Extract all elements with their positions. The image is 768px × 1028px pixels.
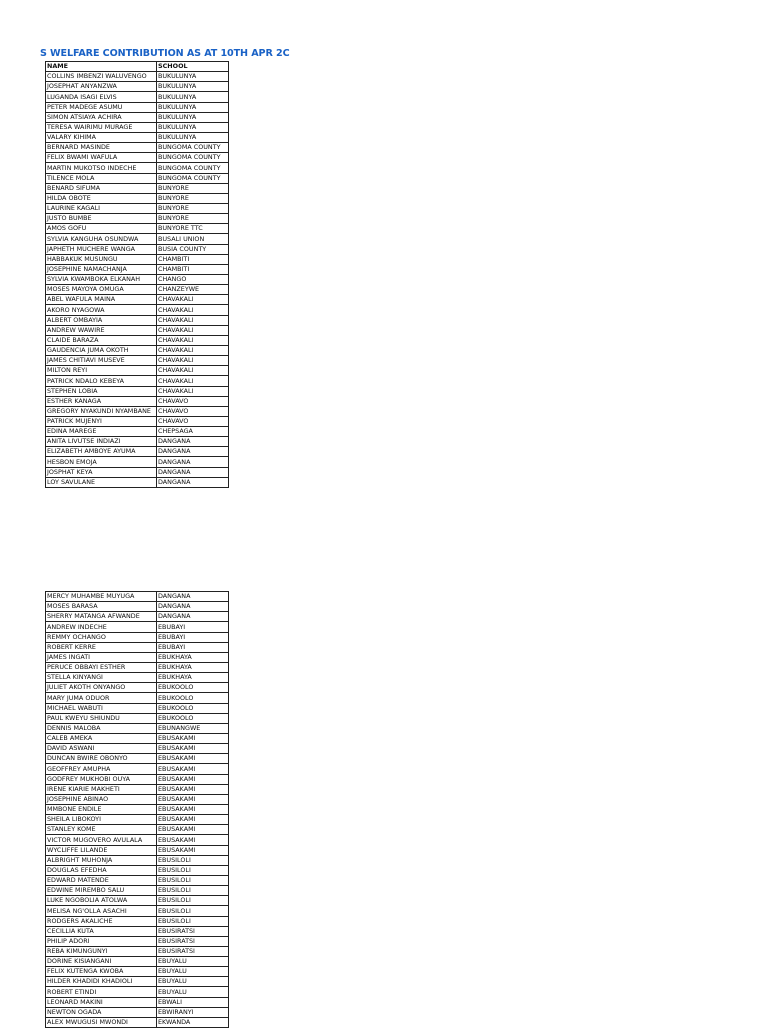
table-row bbox=[46, 774, 229, 784]
school-cell[interactable]: BUNGOMA COUNTY bbox=[157, 173, 229, 183]
table-row bbox=[46, 764, 229, 774]
name-cell[interactable]: ANDREW INDECHE bbox=[46, 622, 157, 632]
name-cell[interactable]: ANITA LIVUTSE INDIAZI bbox=[46, 437, 157, 447]
school-cell[interactable]: EBWALI bbox=[157, 997, 229, 1007]
name-cell[interactable]: MOSES BARASA bbox=[46, 602, 157, 612]
name-cell[interactable]: JULIET AKOTH ONYANGO bbox=[46, 683, 157, 693]
name-cell[interactable]: RODGERS AKALICHE bbox=[46, 916, 157, 926]
table-row bbox=[46, 345, 229, 355]
school-cell[interactable]: BUNGOMA COUNTY bbox=[157, 143, 229, 153]
school-cell[interactable]: BUKULUNYA bbox=[157, 102, 229, 112]
name-cell[interactable]: ROBERT ETINDI bbox=[46, 987, 157, 997]
school-cell[interactable]: CHANZEYWE bbox=[157, 285, 229, 295]
header-row bbox=[46, 62, 229, 72]
school-cell[interactable]: EBUSAKAMI bbox=[157, 845, 229, 855]
name-cell[interactable]: MARTIN MUKOTSO INDECHE bbox=[46, 163, 157, 173]
school-cell[interactable]: DANGANA bbox=[157, 592, 229, 602]
school-cell[interactable]: BUNGOMA COUNTY bbox=[157, 153, 229, 163]
school-cell[interactable]: CHEPSAGA bbox=[157, 427, 229, 437]
name-cell[interactable]: REBA KIMUNGUNYI bbox=[46, 946, 157, 956]
name-cell[interactable]: JAMES CHITIAVI MUSEVE bbox=[46, 356, 157, 366]
school-cell[interactable]: EBUSILOLI bbox=[157, 865, 229, 875]
sheet-title bbox=[40, 47, 290, 61]
school-cell[interactable]: EBUYALU bbox=[157, 967, 229, 977]
name-cell[interactable]: GEOFFREY AMUPHA bbox=[46, 764, 157, 774]
school-cell[interactable]: EBUSIRATSI bbox=[157, 946, 229, 956]
table-row bbox=[46, 592, 229, 602]
name-cell[interactable]: CLAIDE BARAZA bbox=[46, 335, 157, 345]
name-column-header[interactable]: NAME bbox=[46, 62, 157, 72]
name-cell[interactable]: JAMES INGATI bbox=[46, 652, 157, 662]
table-row bbox=[46, 132, 229, 142]
table-row bbox=[46, 896, 229, 906]
name-cell[interactable]: STELLA KINYANGI bbox=[46, 673, 157, 683]
table-row bbox=[46, 804, 229, 814]
name-cell[interactable]: STEPHEN LOBIA bbox=[46, 386, 157, 396]
school-cell[interactable]: BUKULUNYA bbox=[157, 72, 229, 82]
table-row bbox=[46, 865, 229, 875]
table-row bbox=[46, 733, 229, 743]
table-row bbox=[46, 254, 229, 264]
name-cell[interactable]: DOUGLAS EFEDHA bbox=[46, 865, 157, 875]
school-cell[interactable]: EBUSILOLI bbox=[157, 906, 229, 916]
school-cell[interactable]: BUSALI UNION bbox=[157, 234, 229, 244]
school-cell[interactable]: EBUKOOLO bbox=[157, 693, 229, 703]
name-cell[interactable]: SIMON ATSIAYA ACHIRA bbox=[46, 112, 157, 122]
table-row bbox=[46, 122, 229, 132]
school-cell[interactable]: EBUKOOLO bbox=[157, 683, 229, 693]
school-cell[interactable]: BUKULUNYA bbox=[157, 82, 229, 92]
school-cell[interactable]: CHAVAKALI bbox=[157, 325, 229, 335]
contribution-table-bottom bbox=[45, 591, 229, 1028]
name-cell[interactable]: DENNIS MALOBA bbox=[46, 723, 157, 733]
table-row bbox=[46, 987, 229, 997]
name-cell[interactable]: LAURINE KAGALI bbox=[46, 203, 157, 213]
table-row bbox=[46, 744, 229, 754]
name-cell[interactable]: ROBERT KERRE bbox=[46, 642, 157, 652]
name-cell[interactable]: JOSEPHINE NAMACHANJA bbox=[46, 264, 157, 274]
school-cell[interactable]: EBUYALU bbox=[157, 987, 229, 997]
table-row bbox=[46, 224, 229, 234]
school-cell[interactable]: EBUSAKAMI bbox=[157, 784, 229, 794]
school-cell[interactable]: EBUNANGWE bbox=[157, 723, 229, 733]
name-cell[interactable]: ABEL WAFULA MAINA bbox=[46, 295, 157, 305]
name-cell[interactable]: JOSEPHAT ANYANZWA bbox=[46, 82, 157, 92]
school-cell[interactable]: BUNYORE bbox=[157, 203, 229, 213]
name-cell[interactable]: REMMY OCHANGO bbox=[46, 632, 157, 642]
school-cell[interactable]: BUNYORE bbox=[157, 183, 229, 193]
name-cell[interactable]: MILTON REYI bbox=[46, 366, 157, 376]
name-cell[interactable]: JAPHETH MUCHERE WANGA bbox=[46, 244, 157, 254]
table-row bbox=[46, 926, 229, 936]
name-cell[interactable]: ALBERT OMBAYIA bbox=[46, 315, 157, 325]
name-cell[interactable]: DAVID ASWANI bbox=[46, 744, 157, 754]
table-row bbox=[46, 906, 229, 916]
school-cell[interactable]: EBUYALU bbox=[157, 957, 229, 967]
name-cell[interactable]: PERUCE OBBAYI ESTHER bbox=[46, 662, 157, 672]
table-row bbox=[46, 845, 229, 855]
table-row bbox=[46, 386, 229, 396]
name-cell[interactable]: MICHAEL WABUTI bbox=[46, 703, 157, 713]
name-cell[interactable]: MMBONE ENDILE bbox=[46, 804, 157, 814]
school-cell[interactable]: DANGANA bbox=[157, 447, 229, 457]
school-cell[interactable]: EBUSAKAMI bbox=[157, 825, 229, 835]
school-cell[interactable]: DANGANA bbox=[157, 612, 229, 622]
name-cell[interactable]: DUNCAN BWIRE OBONYO bbox=[46, 754, 157, 764]
table-row bbox=[46, 325, 229, 335]
name-cell[interactable]: DORINE KISIANGANI bbox=[46, 957, 157, 967]
school-cell[interactable]: EBUSAKAMI bbox=[157, 835, 229, 845]
school-cell[interactable]: CHAVAKALI bbox=[157, 335, 229, 345]
school-cell[interactable]: DANGANA bbox=[157, 467, 229, 477]
school-cell[interactable]: CHAVAVO bbox=[157, 396, 229, 406]
table-row bbox=[46, 825, 229, 835]
name-cell[interactable]: SHERRY MATANGA AFWANDE bbox=[46, 612, 157, 622]
school-cell[interactable]: CHAVAKALI bbox=[157, 356, 229, 366]
table-row bbox=[46, 855, 229, 865]
name-cell[interactable]: HABBAKUK MUSUNGU bbox=[46, 254, 157, 264]
table-row bbox=[46, 244, 229, 254]
name-cell[interactable]: ELIZABETH AMBOYE AYUMA bbox=[46, 447, 157, 457]
table-row bbox=[46, 335, 229, 345]
school-cell[interactable]: EBUBAYI bbox=[157, 632, 229, 642]
table-row bbox=[46, 366, 229, 376]
school-cell[interactable]: CHAVAKALI bbox=[157, 315, 229, 325]
name-cell[interactable]: HESBON EMOJA bbox=[46, 457, 157, 467]
school-cell[interactable]: EBUSILOLI bbox=[157, 855, 229, 865]
table-row bbox=[46, 622, 229, 632]
school-cell[interactable]: EBUSAKAMI bbox=[157, 744, 229, 754]
name-cell[interactable]: TERESA WAIRIMU MURAGE bbox=[46, 122, 157, 132]
name-cell[interactable]: VICTOR MUGOVERO AVULALA bbox=[46, 835, 157, 845]
school-cell[interactable]: CHAVAKALI bbox=[157, 366, 229, 376]
school-cell[interactable]: EBUSAKAMI bbox=[157, 815, 229, 825]
table-row bbox=[46, 957, 229, 967]
table-row bbox=[46, 183, 229, 193]
school-cell[interactable]: BUNYORE bbox=[157, 193, 229, 203]
table-row bbox=[46, 703, 229, 713]
table-row bbox=[46, 815, 229, 825]
name-cell[interactable]: LUKE NGOBOLIA ATOLWA bbox=[46, 896, 157, 906]
school-cell[interactable]: CHAVAVO bbox=[157, 416, 229, 426]
table-row bbox=[46, 713, 229, 723]
school-cell[interactable]: CHAVAKALI bbox=[157, 345, 229, 355]
name-cell[interactable]: AMOS GOFU bbox=[46, 224, 157, 234]
school-cell[interactable]: EBUSIRATSI bbox=[157, 926, 229, 936]
name-cell[interactable]: NEWTON OGADA bbox=[46, 1007, 157, 1017]
table-row bbox=[46, 72, 229, 82]
table-row bbox=[46, 612, 229, 622]
sheet-title-text: S WELFARE CONTRIBUTION AS AT 10TH APR 2C bbox=[40, 48, 290, 59]
table-row bbox=[46, 693, 229, 703]
school-cell[interactable]: EBUSAKAMI bbox=[157, 804, 229, 814]
table-row bbox=[46, 427, 229, 437]
name-cell[interactable]: SYLVIA KWAMBOKA ELKANAH bbox=[46, 274, 157, 284]
name-cell[interactable]: SYLVIA KANGUHA OSUNDWA bbox=[46, 234, 157, 244]
table-row bbox=[46, 916, 229, 926]
name-cell[interactable]: AKORO NYAGOWA bbox=[46, 305, 157, 315]
school-cell[interactable]: EBWIRANYI bbox=[157, 1007, 229, 1017]
table-row bbox=[46, 886, 229, 896]
school-cell[interactable]: EBUKHAYA bbox=[157, 662, 229, 672]
name-cell[interactable]: CALEB AMEKA bbox=[46, 733, 157, 743]
school-cell[interactable]: EBUSILOLI bbox=[157, 896, 229, 906]
school-cell[interactable]: EBUYALU bbox=[157, 977, 229, 987]
school-cell[interactable]: BUNYORE bbox=[157, 214, 229, 224]
school-cell[interactable]: BUNYORE TTC bbox=[157, 224, 229, 234]
name-cell[interactable]: LUGANDA ISAGI ELVIS bbox=[46, 92, 157, 102]
table-row bbox=[46, 1017, 229, 1027]
school-cell[interactable]: EBUKHAYA bbox=[157, 652, 229, 662]
school-cell[interactable]: BUKULUNYA bbox=[157, 122, 229, 132]
name-cell[interactable]: FELIX BWAMI WAFULA bbox=[46, 153, 157, 163]
school-cell[interactable]: CHAMBITI bbox=[157, 254, 229, 264]
table-row bbox=[46, 102, 229, 112]
table-row bbox=[46, 143, 229, 153]
name-cell[interactable]: JUSTO BUMBE bbox=[46, 214, 157, 224]
table-row bbox=[46, 285, 229, 295]
table-row bbox=[46, 835, 229, 845]
name-cell[interactable]: BERNARD MASINDE bbox=[46, 143, 157, 153]
table-row bbox=[46, 315, 229, 325]
school-column-header[interactable]: SCHOOL bbox=[157, 62, 229, 72]
name-cell[interactable]: LOY SAVULANE bbox=[46, 477, 157, 487]
school-cell[interactable]: BUKULUNYA bbox=[157, 92, 229, 102]
school-cell[interactable]: BUKULUNYA bbox=[157, 112, 229, 122]
name-cell[interactable]: GAUDENCIA JUMA OKOTH bbox=[46, 345, 157, 355]
name-cell[interactable]: TILENCE MOLA bbox=[46, 173, 157, 183]
table-row bbox=[46, 92, 229, 102]
table-row bbox=[46, 662, 229, 672]
table-row bbox=[46, 153, 229, 163]
table-row bbox=[46, 457, 229, 467]
table-row bbox=[46, 967, 229, 977]
name-cell[interactable]: WYCLIFFE LILANDE bbox=[46, 845, 157, 855]
table-row bbox=[46, 946, 229, 956]
contribution-table-top bbox=[45, 61, 229, 488]
school-cell[interactable]: CHAVAKALI bbox=[157, 295, 229, 305]
table-row bbox=[46, 173, 229, 183]
school-cell[interactable]: EBUSAKAMI bbox=[157, 764, 229, 774]
table-row bbox=[46, 437, 229, 447]
table-row bbox=[46, 112, 229, 122]
school-cell[interactable]: CHAMBITI bbox=[157, 264, 229, 274]
table-row bbox=[46, 295, 229, 305]
table-row bbox=[46, 396, 229, 406]
school-cell[interactable]: CHAVAVO bbox=[157, 406, 229, 416]
name-cell[interactable]: ALBRIGHT MUHONJA bbox=[46, 855, 157, 865]
name-cell[interactable]: CECILLIA KUTA bbox=[46, 926, 157, 936]
school-cell[interactable]: EBUSAKAMI bbox=[157, 794, 229, 804]
table-row bbox=[46, 1007, 229, 1017]
table-row bbox=[46, 652, 229, 662]
school-cell[interactable]: EKWANDA bbox=[157, 1017, 229, 1027]
school-cell[interactable]: EBUSILOLI bbox=[157, 886, 229, 896]
school-cell[interactable]: EBUKOOLO bbox=[157, 713, 229, 723]
name-cell[interactable]: STANLEY KOME bbox=[46, 825, 157, 835]
name-cell[interactable]: MELISA NG'OLLA ASACHI bbox=[46, 906, 157, 916]
school-cell[interactable]: EBUKOOLO bbox=[157, 703, 229, 713]
table-row bbox=[46, 632, 229, 642]
school-cell[interactable]: DANGANA bbox=[157, 602, 229, 612]
school-cell[interactable]: EBUBAYI bbox=[157, 622, 229, 632]
name-cell[interactable]: JOSPHAT KEYA bbox=[46, 467, 157, 477]
name-cell[interactable]: GODFREY MUKHOBI OUYA bbox=[46, 774, 157, 784]
table-row bbox=[46, 977, 229, 987]
table-row bbox=[46, 203, 229, 213]
school-cell[interactable]: EBUSAKAMI bbox=[157, 733, 229, 743]
school-cell[interactable]: CHAVAKALI bbox=[157, 305, 229, 315]
school-cell[interactable]: EBUBAYI bbox=[157, 642, 229, 652]
table-row bbox=[46, 875, 229, 885]
table-row bbox=[46, 264, 229, 274]
school-cell[interactable]: DANGANA bbox=[157, 437, 229, 447]
table-row bbox=[46, 683, 229, 693]
table-row bbox=[46, 274, 229, 284]
name-cell[interactable]: COLLINS IMBENZI WALUVENGO bbox=[46, 72, 157, 82]
school-cell[interactable]: EBUSILOLI bbox=[157, 916, 229, 926]
school-cell[interactable]: BUSIA COUNTY bbox=[157, 244, 229, 254]
school-cell[interactable]: BUNGOMA COUNTY bbox=[157, 163, 229, 173]
table-row bbox=[46, 602, 229, 612]
table-row bbox=[46, 794, 229, 804]
school-cell[interactable]: CHANGO bbox=[157, 274, 229, 284]
name-cell[interactable]: MARY JUMA ODUOR bbox=[46, 693, 157, 703]
school-cell[interactable]: BUKULUNYA bbox=[157, 132, 229, 142]
table-row bbox=[46, 754, 229, 764]
table-row bbox=[46, 673, 229, 683]
table-row bbox=[46, 997, 229, 1007]
table-row bbox=[46, 406, 229, 416]
school-cell[interactable]: EBUSIRATSI bbox=[157, 936, 229, 946]
name-cell[interactable]: PETER MADEGE ASUMU bbox=[46, 102, 157, 112]
name-cell[interactable]: BENARD SIFUMA bbox=[46, 183, 157, 193]
name-cell[interactable]: EDWARD MATENDE bbox=[46, 875, 157, 885]
table-row bbox=[46, 784, 229, 794]
name-cell[interactable]: VALARY KIHIMA bbox=[46, 132, 157, 142]
name-cell[interactable]: HILDA OBOTE bbox=[46, 193, 157, 203]
name-cell[interactable]: SHEILA LIBOKOYI bbox=[46, 815, 157, 825]
table-row bbox=[46, 163, 229, 173]
table-row bbox=[46, 356, 229, 366]
name-cell[interactable]: PATRICK MUJENYI bbox=[46, 416, 157, 426]
name-cell[interactable]: PATRICK NDALO KEBEYA bbox=[46, 376, 157, 386]
table-row bbox=[46, 416, 229, 426]
table-row bbox=[46, 234, 229, 244]
name-cell[interactable]: PHILIP ADORI bbox=[46, 936, 157, 946]
school-cell[interactable]: EBUKHAYA bbox=[157, 673, 229, 683]
table-row bbox=[46, 376, 229, 386]
table-row bbox=[46, 477, 229, 487]
table-row bbox=[46, 723, 229, 733]
name-cell[interactable]: MERCY MUHAMBE MUYUGA bbox=[46, 592, 157, 602]
name-cell[interactable]: ANDREW WAWIRE bbox=[46, 325, 157, 335]
school-cell[interactable]: EBUSAKAMI bbox=[157, 754, 229, 764]
school-cell[interactable]: EBUSILOLI bbox=[157, 875, 229, 885]
school-cell[interactable]: DANGANA bbox=[157, 477, 229, 487]
table-row bbox=[46, 642, 229, 652]
name-cell[interactable]: JOSEPHINE ABINAO bbox=[46, 794, 157, 804]
table-row bbox=[46, 447, 229, 457]
table-row bbox=[46, 305, 229, 315]
school-cell[interactable]: EBUSAKAMI bbox=[157, 774, 229, 784]
school-cell[interactable]: CHAVAKALI bbox=[157, 376, 229, 386]
name-cell[interactable]: LEONARD MAKINI bbox=[46, 997, 157, 1007]
name-cell[interactable]: EDINA MAREGE bbox=[46, 427, 157, 437]
name-cell[interactable]: ALEX MWUGUSI MWONDI bbox=[46, 1017, 157, 1027]
name-cell[interactable]: ESTHER KANAGA bbox=[46, 396, 157, 406]
name-cell[interactable]: MOSES MAYOYA OMUGA bbox=[46, 285, 157, 295]
name-cell[interactable]: EDWINE MIREMBO SALU bbox=[46, 886, 157, 896]
name-cell[interactable]: PAUL KWEYU SHIUNDU bbox=[46, 713, 157, 723]
table-row bbox=[46, 936, 229, 946]
school-cell[interactable]: CHAVAKALI bbox=[157, 386, 229, 396]
school-cell[interactable]: DANGANA bbox=[157, 457, 229, 467]
table-row bbox=[46, 214, 229, 224]
name-cell[interactable]: IRENE KIARIE MAKHETI bbox=[46, 784, 157, 794]
table-row bbox=[46, 82, 229, 92]
name-cell[interactable]: HILDER KHADIDI KHADIOLI bbox=[46, 977, 157, 987]
name-cell[interactable]: GREGORY NYAKUNDI NYAMBANE bbox=[46, 406, 157, 416]
table-row bbox=[46, 193, 229, 203]
table-row bbox=[46, 467, 229, 477]
name-cell[interactable]: FELIX KUTENGA KWOBA bbox=[46, 967, 157, 977]
